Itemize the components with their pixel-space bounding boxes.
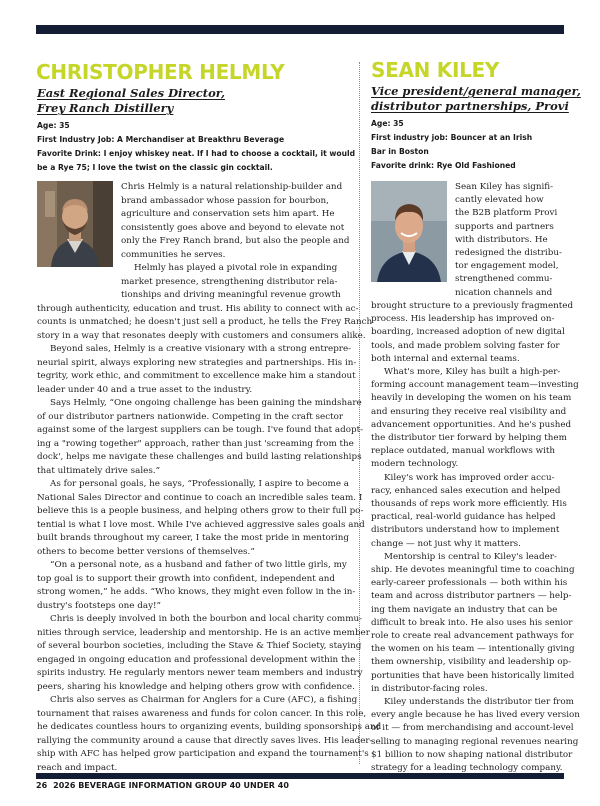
body-line: National Sales Director and continue to coach an incredible sales team. I bbox=[37, 492, 363, 503]
body-line: market presence, strengthening distributor rela- bbox=[121, 276, 338, 287]
body-line: boarding, increased adoption of new digital bbox=[371, 327, 565, 338]
body-line: Chris is deeply involved in both the bourbon and local charity commu- bbox=[50, 614, 363, 624]
body-line: ship. He devotes meaningful time to coaching bbox=[371, 564, 575, 575]
profile-title-line-1: East Regional Sales Director, bbox=[37, 86, 225, 100]
body-line: top goal is to support their growth into confident, independent and bbox=[37, 573, 336, 584]
column-divider bbox=[359, 62, 360, 764]
body-line: change — not just why it matters. bbox=[371, 538, 521, 549]
body-line: in distributor-facing roles. bbox=[371, 683, 488, 694]
body-line: Chris Helmly is a natural relationship-builder and bbox=[121, 182, 343, 192]
body-line: advancement opportunities. And he's pushed bbox=[371, 419, 572, 430]
profile-name: CHRISTOPHER HELMLY bbox=[36, 60, 285, 84]
profile-first-job: First Industry Job: A Merchandiser at Breakthru Beverage bbox=[37, 135, 285, 144]
profile-age: Age: 35 bbox=[37, 121, 70, 130]
body-line: of several bourbon societies, including the Stave & Thief Society, staying bbox=[37, 641, 362, 651]
body-line: modern technology. bbox=[371, 459, 459, 470]
page-footer bbox=[36, 781, 289, 790]
profile-title-line-2: distributor partnerships, Provi bbox=[371, 99, 569, 113]
body-line: believe this is a people business, and helping others grow to their full po- bbox=[37, 506, 364, 516]
body-line: difficult to break into. He also uses his senior bbox=[371, 617, 573, 628]
body-line: Mentorship is central to Kiley's leader- bbox=[384, 551, 557, 562]
body-line: cantly elevated how bbox=[455, 195, 544, 206]
body-line: Chris also serves as Chairman for Anglers for a Cure (AFC), a fishing bbox=[50, 695, 358, 705]
body-line: Beyond sales, Helmly is a creative visionary with a strong entrepre- bbox=[50, 344, 352, 354]
body-line: and ensuring they receive real visibility and bbox=[371, 406, 567, 417]
body-line: Sean Kiley has signifi- bbox=[455, 182, 554, 192]
body-line: tionships and driving meaningful revenue growth bbox=[121, 290, 341, 300]
body-line: tournament that raises awareness and funds for colon cancer. In this role, bbox=[37, 708, 367, 719]
body-line: every angle because he has lived every version bbox=[371, 710, 580, 721]
body-line: of it — from merchandising and account-level bbox=[371, 723, 574, 734]
body-line: story in a way that resonates deeply with customers and consumers alike. bbox=[37, 330, 366, 341]
body-line: that ultimately drive sales.” bbox=[37, 465, 161, 476]
publication-name: 2026 BEVERAGE INFORMATION GROUP 40 UNDER 40 bbox=[53, 781, 289, 790]
body-line: distributors understand how to implement bbox=[371, 525, 560, 536]
body-line: brand ambassador whose passion for bourbon, bbox=[121, 195, 329, 206]
body-line: built brands throughout my career, I take the most pride in mentoring bbox=[37, 533, 349, 543]
body-line: Helmly has played a pivotal role in expanding bbox=[134, 263, 338, 273]
profile-name: SEAN KILEY bbox=[371, 58, 500, 82]
body-line: tor engagement model, bbox=[455, 261, 559, 272]
body-line: nication channels and bbox=[455, 287, 553, 298]
portrait-photo-icon bbox=[37, 181, 113, 267]
profile-favorite-drink-cont: be a Rye 75; I love the twist on the classic gin cocktail. bbox=[37, 163, 273, 172]
top-bar bbox=[36, 25, 564, 34]
body-line: role to create real advancement pathways for bbox=[371, 631, 574, 641]
body-line: Says Helmly, “One ongoing challenge has been gaining the mindshare bbox=[50, 398, 362, 408]
body-line: brought structure to a previously fragmented bbox=[371, 300, 574, 311]
body-line: strong women,” he adds. “Who knows, they might even follow in the in- bbox=[37, 587, 356, 597]
body-line: Kiley's work has improved order accu- bbox=[384, 472, 555, 483]
body-line: dock', helps me navigate these challenges and build lasting relationships bbox=[37, 452, 362, 462]
body-line: spirits industry. He regularly mentors newer team members and industry bbox=[37, 668, 363, 678]
profile-favorite-drink: Favorite drink: Rye Old Fashioned bbox=[371, 161, 516, 170]
body-line: team and across distributor partners — help- bbox=[371, 591, 572, 602]
body-line: strengthened commu- bbox=[455, 274, 553, 285]
body-line: strategy for a leading technology company. bbox=[371, 763, 563, 773]
body-line: peers, sharing his knowledge and helping others grow with confidence. bbox=[37, 681, 355, 692]
body-line: consistently goes above and beyond to elevate not bbox=[121, 222, 345, 233]
body-line: tegrity, work ethic, and commitment to excellence make him a standout bbox=[37, 371, 356, 381]
body-line: the distributor tier forward by helping them bbox=[371, 432, 567, 443]
body-line: nities through service, leadership and mentorship. He is an active member bbox=[37, 627, 370, 638]
body-line: portunities that have been historically limited bbox=[371, 670, 575, 681]
body-line: ing them navigate an industry that can be bbox=[371, 604, 558, 615]
body-line: What's more, Kiley has built a high-per- bbox=[384, 366, 561, 377]
portrait-photo bbox=[371, 181, 447, 282]
profile-favorite-drink: Favorite Drink: I enjoy whiskey neat. If I had to choose a cocktail, it would bbox=[37, 149, 356, 158]
body-line: supports and partners bbox=[455, 221, 554, 232]
body-line: $1 billion to now shaping national distributor bbox=[371, 749, 573, 760]
body-line: of our distributor partners nationwide. Competing in the craft sector bbox=[37, 411, 344, 422]
body-line: them ownership, visibility and leadership op- bbox=[371, 657, 572, 668]
body-line: with distributors. He bbox=[455, 234, 548, 245]
body-line: only the Frey Ranch brand, but also the people and bbox=[121, 236, 350, 246]
body-line: counts is unmatched; he doesn't just sell a product, he tells the Frey Ranch bbox=[37, 317, 373, 327]
body-line: he dedicates countless hours to organizing events, building sponsorships and bbox=[37, 722, 382, 732]
body-line: agriculture and conservation sets him apart. He bbox=[121, 209, 335, 219]
body-line: “On a personal note, as a husband and father of two little girls, my bbox=[50, 560, 347, 570]
body-line: tools, and made problem solving faster for bbox=[371, 340, 560, 351]
body-line: leader under 40 and a true asset to the industry. bbox=[37, 384, 253, 395]
body-line: both internal and external teams. bbox=[371, 353, 520, 364]
profile-first-job: First industry job: Bouncer at an Irish bbox=[371, 133, 533, 142]
profile-title-line-2: Frey Ranch Distillery bbox=[37, 101, 174, 115]
body-line: Kiley understands the distributor tier from bbox=[384, 697, 574, 707]
body-line: the B2B platform Provi bbox=[455, 208, 558, 219]
body-line: rallying the community around a cause that directly saves lives. His leader- bbox=[37, 735, 373, 746]
body-line: As for personal goals, he says, “Professionally, I aspire to become a bbox=[50, 479, 349, 489]
body-line: the women on his team — intentionally giving bbox=[371, 644, 575, 655]
body-line: forming account management team—investing bbox=[371, 380, 579, 391]
body-line: ship with AFC has helped grow participation and expand the tournament's bbox=[37, 749, 369, 759]
profile-first-job-cont: Bar in Boston bbox=[371, 147, 429, 156]
profile-title-line-1: Vice president/general manager, bbox=[371, 84, 581, 98]
body-line: early-career professionals — both within his bbox=[371, 578, 568, 589]
body-line: through authenticity, education and trust. His ability to connect with ac- bbox=[37, 303, 359, 314]
body-line: racy, enhanced sales execution and helped bbox=[371, 485, 561, 496]
body-line: tential is what I love most. While I've achieved aggressive sales goals and bbox=[37, 519, 365, 530]
body-line: thousands of reps work more efficiently. His bbox=[371, 498, 567, 509]
body-line: redesigned the distribu- bbox=[455, 248, 562, 258]
body-line: engaged in ongoing education and professional development within the bbox=[37, 654, 356, 665]
body-line: against some of the largest suppliers can be tough. I've found that adopt- bbox=[37, 425, 364, 435]
body-line: ing a "rowing together" approach, rather than just 'screaming from the bbox=[37, 438, 354, 449]
body-line: communities he serves. bbox=[121, 249, 226, 260]
body-line: dustry's footsteps one day!” bbox=[37, 600, 162, 611]
body-line: practical, real-world guidance has helped bbox=[371, 512, 556, 523]
page-number: 26 bbox=[36, 781, 48, 790]
portrait-photo-icon bbox=[371, 181, 447, 282]
body-line: neurial spirit, always exploring new strategies and partnerships. His in- bbox=[37, 357, 357, 368]
body-line: process. His leadership has improved on- bbox=[371, 314, 555, 324]
body-line: selling to managing regional revenues nearing bbox=[371, 736, 579, 747]
body-line: heavily in developing the women on his team bbox=[371, 393, 572, 404]
profile-age: Age: 35 bbox=[371, 119, 404, 128]
portrait-photo bbox=[37, 181, 113, 267]
bottom-rule bbox=[36, 773, 564, 779]
body-line: reach and impact. bbox=[37, 762, 118, 773]
body-line: replace outdated, manual workflows with bbox=[371, 446, 556, 457]
body-line: others to become better versions of themselves.” bbox=[37, 546, 255, 557]
